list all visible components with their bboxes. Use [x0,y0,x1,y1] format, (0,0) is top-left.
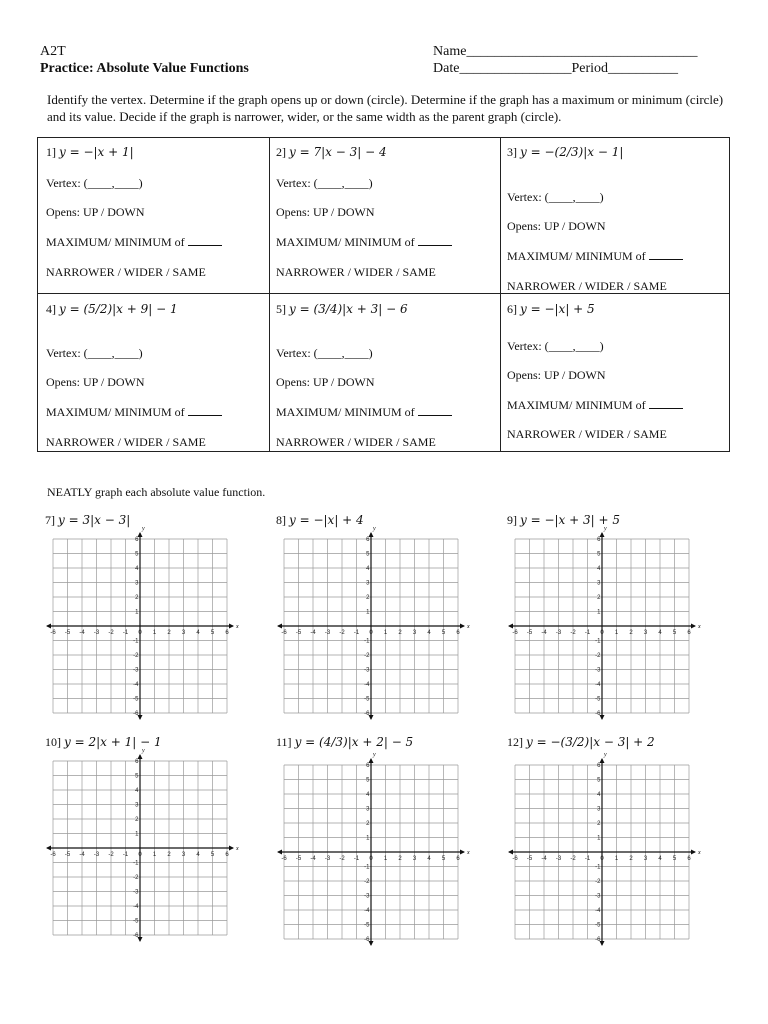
x-tick-label: 4 [427,856,431,862]
y-tick-label: -6 [133,711,139,717]
problem-equation: y = (5/2)|x + 9| − 1 [59,302,178,316]
x-axis-arrow [691,850,696,855]
x-tick-label: -3 [93,852,100,858]
date-label: Date [433,61,460,76]
y-tick-label: 5 [135,773,139,780]
y-tick-label: 2 [366,595,370,601]
x-tick-label: 6 [225,630,229,636]
x-tick-label: -4 [310,630,316,636]
x-tick-label: 4 [658,856,662,862]
worksheet-title: Practice: Absolute Value Functions [40,61,249,76]
x-tick-label: -1 [584,630,591,636]
y-tick-label: 2 [135,817,139,823]
x-tick-label: -1 [122,630,129,636]
y-tick-label: -5 [595,696,601,703]
y-tick-label: -1 [595,638,601,645]
graph-equation: y = −|x| + 4 [289,513,364,527]
problem-number: 1] [46,145,56,159]
x-tick-label: -1 [122,852,129,858]
problem-number: 5] [276,302,286,316]
y-tick-label: -6 [364,937,370,943]
max-min-label: MAXIMUM/ MINIMUM of [276,405,415,419]
x-tick-label: 1 [383,856,388,862]
x-tick-label: 1 [383,630,388,636]
x-tick-label: 3 [181,630,186,636]
x-axis-arrow [508,850,513,855]
x-tick-label: 5 [672,630,677,636]
y-tick-label: 3 [135,580,139,587]
x-tick-label: -2 [339,630,345,636]
x-axis-arrow [277,624,282,629]
x-tick-label: -6 [50,852,56,858]
y-tick-label: -6 [595,937,601,943]
x-tick-label: 4 [196,852,200,858]
x-tick-label: -2 [108,630,114,636]
x-tick-label: 2 [629,630,633,636]
answer-blank[interactable] [188,405,222,416]
x-tick-label: -1 [584,856,591,862]
vertex-prompt[interactable]: Vertex: (____,____) [276,346,373,360]
x-tick-label: 6 [456,856,460,862]
width-prompt[interactable]: NARROWER / WIDER / SAME [276,435,436,449]
answer-blank[interactable] [649,249,683,260]
y-tick-label: 4 [135,788,139,794]
y-tick-label: -4 [364,908,370,914]
y-tick-label: 1 [597,835,601,842]
instructions: Identify the vertex. Determine if the graph opens up or down (circle). Determine if the graph has a maximum or minimum (circle) and its value. Decide if the graph is narrower, wider, or the same width as the parent graph (circle). [47,92,724,124]
graph-equation: y = 3|x − 3| [58,513,131,527]
coordinate-grid[interactable] [276,526,470,721]
y-axis-label: y [142,526,145,532]
table-divider [269,138,270,451]
y-axis-label: y [604,752,607,758]
width-prompt[interactable]: NARROWER / WIDER / SAME [507,427,667,441]
problem-equation: y = −|x| + 5 [520,302,595,316]
x-tick-label: -1 [353,630,360,636]
x-tick-label: 0 [369,856,373,862]
width-prompt[interactable]: NARROWER / WIDER / SAME [46,265,206,279]
y-axis-label: y [604,526,607,532]
x-tick-label: 5 [672,856,677,862]
x-tick-label: 2 [398,630,402,636]
x-axis-label: x [236,624,239,630]
width-prompt[interactable]: NARROWER / WIDER / SAME [46,435,206,449]
x-tick-label: 6 [225,852,229,858]
y-tick-label: -2 [133,653,139,659]
problem-number: 4] [46,302,56,316]
y-tick-label: -3 [133,667,139,674]
graph-equation: y = −|x + 3| + 5 [520,513,621,527]
max-min-label: MAXIMUM/ MINIMUM of [507,398,646,412]
graph-equation: y = 2|x + 1| − 1 [64,735,162,749]
y-tick-label: 3 [597,580,601,587]
x-tick-label: 0 [138,630,142,636]
y-tick-label: 3 [366,580,370,587]
y-tick-label: 1 [366,609,370,616]
problem-number: 2] [276,145,286,159]
y-tick-label: 6 [135,759,139,765]
max-min-prompt[interactable] [46,405,222,420]
course-code: A2T [40,44,66,59]
x-tick-label: 6 [456,630,460,636]
y-tick-label: -2 [133,875,139,881]
y-tick-label: -5 [133,696,139,703]
x-tick-label: -6 [50,630,56,636]
y-tick-label: 3 [597,806,601,813]
x-tick-label: -3 [324,630,331,636]
y-tick-label: -3 [364,667,370,674]
y-tick-label: 6 [597,763,601,769]
y-tick-label: 6 [366,763,370,769]
graph-number: 9] [507,513,517,527]
x-tick-label: -5 [64,852,71,858]
problem-equation: y = −|x + 1| [59,145,134,159]
y-tick-label: -4 [133,904,139,910]
y-tick-label: -4 [595,682,601,688]
x-axis-label: x [467,624,470,630]
y-tick-label: 2 [597,821,601,827]
x-tick-label: 6 [687,856,691,862]
y-tick-label: 5 [366,551,370,558]
problem-equation: y = −(2/3)|x − 1| [520,145,624,159]
opens-prompt[interactable]: Opens: UP / DOWN [46,205,145,219]
y-tick-label: -5 [595,922,601,929]
y-tick-label: 1 [597,609,601,616]
y-tick-label: -1 [133,860,139,867]
x-axis-arrow [46,624,51,629]
y-tick-label: -1 [133,638,139,645]
graph-equation: y = −(3/2)|x − 3| + 2 [526,735,655,749]
y-tick-label: 5 [366,777,370,784]
y-tick-label: 1 [366,835,370,842]
answer-blank[interactable] [649,398,683,409]
y-tick-label: 4 [366,566,370,572]
y-tick-label: 1 [135,831,139,838]
answer-blank[interactable] [188,235,222,246]
vertex-prompt[interactable]: Vertex: (____,____) [276,176,373,190]
vertex-prompt[interactable]: Vertex: (____,____) [46,176,143,190]
x-tick-label: 4 [196,630,200,636]
x-tick-label: -5 [526,856,533,862]
x-tick-label: -3 [555,630,562,636]
coordinate-grid[interactable] [276,752,470,947]
x-tick-label: -1 [353,856,360,862]
coordinate-grid[interactable] [507,752,701,947]
max-min-prompt[interactable] [507,249,683,264]
y-tick-label: -1 [595,864,601,871]
y-axis-label: y [373,526,376,532]
x-tick-label: -3 [555,856,562,862]
x-tick-label: 5 [210,852,215,858]
x-tick-label: 2 [167,630,171,636]
y-tick-label: -2 [595,653,601,659]
x-axis-arrow [229,846,234,851]
y-tick-label: -4 [595,908,601,914]
y-axis-label: y [373,752,376,758]
x-tick-label: 2 [629,856,633,862]
max-min-prompt[interactable] [46,235,222,250]
name-field[interactable] [433,44,697,60]
y-tick-label: 1 [135,609,139,616]
y-tick-label: 6 [366,537,370,543]
graph-title [276,735,413,750]
y-tick-label: -4 [364,682,370,688]
x-tick-label: -3 [93,630,100,636]
max-min-label: MAXIMUM/ MINIMUM of [507,249,646,263]
x-tick-label: -6 [512,630,518,636]
x-tick-label: -2 [570,856,576,862]
period-line: __________ [608,61,678,76]
x-tick-label: -4 [541,856,547,862]
y-tick-label: 2 [366,821,370,827]
graph-number: 8] [276,513,286,527]
x-tick-label: -6 [281,630,287,636]
x-tick-label: 2 [167,852,171,858]
x-tick-label: -4 [310,856,316,862]
coordinate-grid[interactable] [507,526,701,721]
y-tick-label: 4 [366,792,370,798]
width-prompt[interactable]: NARROWER / WIDER / SAME [507,279,667,293]
x-tick-label: -3 [324,856,331,862]
x-tick-label: -5 [64,630,71,636]
x-axis-label: x [467,850,470,856]
x-tick-label: 4 [427,630,431,636]
y-tick-label: -5 [364,696,370,703]
x-tick-label: 2 [398,856,402,862]
y-tick-label: -3 [364,893,370,900]
y-tick-label: -3 [595,667,601,674]
x-axis-arrow [691,624,696,629]
y-tick-label: -4 [133,682,139,688]
y-tick-label: 6 [135,537,139,543]
y-axis-label: y [142,748,145,754]
coordinate-grid[interactable] [45,526,239,721]
y-tick-label: 6 [597,537,601,543]
y-tick-label: -3 [595,893,601,900]
y-tick-label: -5 [133,918,139,925]
graph-number: 7] [45,513,55,527]
y-tick-label: 5 [597,777,601,784]
graph-equation: y = (4/3)|x + 2| − 5 [294,735,414,749]
y-tick-label: 3 [135,802,139,809]
x-tick-label: 3 [643,630,648,636]
y-tick-label: 3 [366,806,370,813]
x-tick-label: -6 [281,856,287,862]
x-tick-label: -4 [541,630,547,636]
opens-prompt[interactable]: Opens: UP / DOWN [276,375,375,389]
y-tick-label: 4 [135,566,139,572]
x-tick-label: -5 [295,630,302,636]
problem-number: 3] [507,145,517,159]
x-tick-label: 3 [181,852,186,858]
x-tick-label: -4 [79,630,85,636]
name-line: _________________________________ [466,44,698,59]
x-tick-label: 1 [152,630,157,636]
coordinate-grid[interactable] [45,748,239,943]
width-prompt[interactable]: NARROWER / WIDER / SAME [276,265,436,279]
x-tick-label: -2 [108,852,114,858]
x-tick-label: -5 [295,856,302,862]
graph-title [507,735,655,750]
y-tick-label: -2 [364,653,370,659]
y-tick-label: 4 [597,566,601,572]
answer-blank[interactable] [418,235,452,246]
x-axis-arrow [460,850,465,855]
y-tick-label: 5 [597,551,601,558]
max-min-label: MAXIMUM/ MINIMUM of [46,405,185,419]
date-line: ________________ [459,61,572,76]
graph-title [45,513,130,528]
x-tick-label: 1 [614,856,619,862]
y-tick-label: -2 [364,879,370,885]
max-min-prompt[interactable] [276,235,452,250]
y-tick-label: 2 [135,595,139,601]
y-tick-label: -5 [364,922,370,929]
opens-prompt[interactable]: Opens: UP / DOWN [276,205,375,219]
max-min-label: MAXIMUM/ MINIMUM of [46,235,185,249]
x-tick-label: 1 [152,852,157,858]
x-tick-label: 0 [600,856,604,862]
problem-number: 6] [507,302,517,316]
x-axis-label: x [698,624,701,630]
x-tick-label: 1 [614,630,619,636]
y-tick-label: -3 [133,889,139,896]
max-min-prompt[interactable] [507,398,683,413]
x-tick-label: -2 [570,630,576,636]
opens-prompt[interactable]: Opens: UP / DOWN [46,375,145,389]
y-tick-label: -2 [595,879,601,885]
x-axis-arrow [229,624,234,629]
answer-blank[interactable] [418,405,452,416]
graph-number: 11] [276,735,292,749]
x-tick-label: 4 [658,630,662,636]
problem-equation: y = 7|x − 3| − 4 [289,145,387,159]
x-tick-label: 0 [138,852,142,858]
max-min-prompt[interactable] [276,405,452,420]
x-tick-label: 3 [412,856,417,862]
x-tick-label: 0 [369,630,373,636]
x-tick-label: -5 [526,630,533,636]
x-axis-arrow [46,846,51,851]
y-tick-label: -1 [364,638,370,645]
x-axis-arrow [508,624,513,629]
x-axis-arrow [460,624,465,629]
x-tick-label: 5 [210,630,215,636]
vertex-prompt[interactable]: Vertex: (____,____) [46,346,143,360]
max-min-label: MAXIMUM/ MINIMUM of [276,235,415,249]
graph-title [276,513,364,528]
period-label: Period [571,61,608,76]
vertex-prompt[interactable]: Vertex: (____,____) [507,190,604,204]
name-label: Name [433,44,467,59]
x-tick-label: 5 [441,856,446,862]
x-tick-label: -2 [339,856,345,862]
date-period-field[interactable] [433,61,678,77]
y-tick-label: 4 [597,792,601,798]
graph-number: 12] [507,735,523,749]
x-axis-arrow [277,850,282,855]
table-divider [500,138,501,451]
y-tick-label: -6 [364,711,370,717]
y-tick-label: -6 [595,711,601,717]
y-tick-label: -1 [364,864,370,871]
problem-equation: y = (3/4)|x + 3| − 6 [289,302,408,316]
y-tick-label: 5 [135,551,139,558]
y-tick-label: -6 [133,933,139,939]
x-tick-label: 6 [687,630,691,636]
opens-prompt[interactable]: Opens: UP / DOWN [507,219,606,233]
y-tick-label: 2 [597,595,601,601]
x-tick-label: 3 [643,856,648,862]
x-axis-label: x [236,846,239,852]
x-tick-label: 3 [412,630,417,636]
vertex-prompt[interactable]: Vertex: (____,____) [507,339,604,353]
graph-number: 10] [45,735,61,749]
x-tick-label: -6 [512,856,518,862]
opens-prompt[interactable]: Opens: UP / DOWN [507,368,606,382]
x-tick-label: 5 [441,630,446,636]
x-axis-label: x [698,850,701,856]
x-tick-label: 0 [600,630,604,636]
x-tick-label: -4 [79,852,85,858]
graph-section-title: NEATLY graph each absolute value function. [47,485,266,499]
